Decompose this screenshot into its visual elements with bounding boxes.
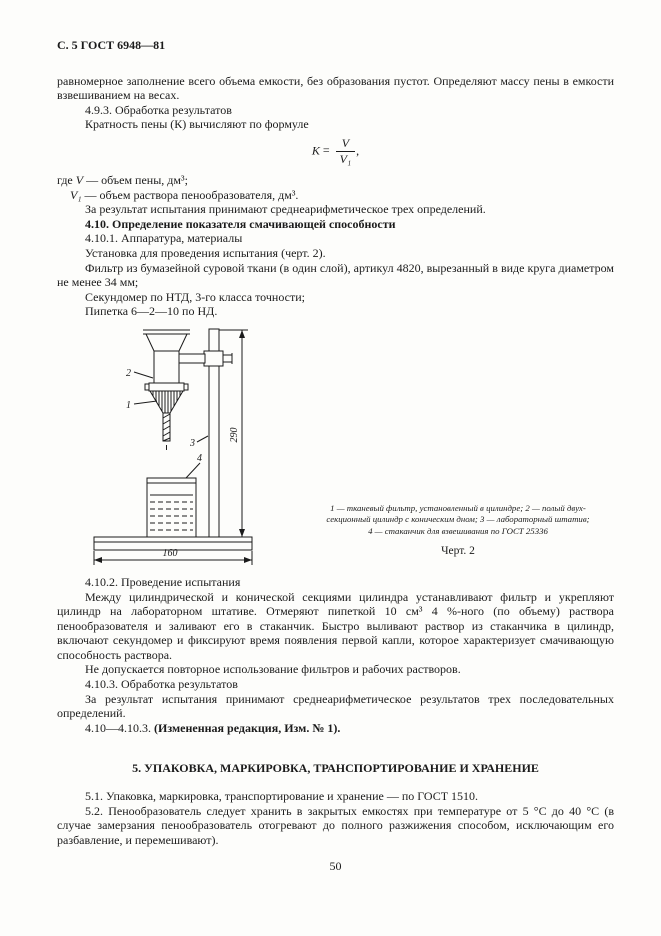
clause-5-2: 5.2. Пенообразователь следует хранить в закрытых емкостях при температуре от 5 °С до 40 °С (в случае замерзания пенообразователь отогревают до полного разжижения способом, исключающим его разбавление, и перемешивают). — [57, 803, 614, 847]
amendment-note: (Измененная редакция, Изм. № 1). — [154, 720, 341, 735]
formula-lhs: K — [311, 143, 320, 158]
formula-numerator: V — [336, 137, 356, 152]
paragraph-continuation: равномерное заполнение всего объема емкости, без образования пустот. Определяют массу пены в емкости взвешиванием на весах. — [57, 73, 614, 103]
weighing-beaker — [147, 478, 196, 537]
v1-description: — объем раствора пенообразователя, дм³. — [81, 187, 299, 202]
clamp-arm — [178, 354, 205, 363]
clause-4-10-1: 4.10.1. Аппаратура, материалы — [85, 231, 243, 246]
procedure-paragraph: Между цилиндрической и конической секциями цилиндра устанавливают фильтр и укрепляют цилиндр на лабораторном штативе. Отмеряют пипеткой 10 см³ 4 %-ного (по объему) раствора пенообразователя и заливают его в стаканчик. Быстро выливают раствор из стаканчика в цилиндр, включают секундомер и фиксируют время появления первой капли, которое характеризует смачивающую способность раствора. — [57, 589, 614, 662]
dim-160-arrow-left — [94, 557, 102, 563]
leader-line-1 — [134, 401, 157, 404]
part-label-3: 3 — [190, 437, 195, 449]
part-label-4: 4 — [197, 452, 202, 464]
pipette-line: Пипетка 6—2—10 по НД. — [85, 304, 218, 319]
result-average-line: За результат испытания принимают среднеарифметическое трех определений. — [85, 202, 486, 217]
conical-bottom — [150, 391, 183, 413]
stopwatch-line: Секундомер по НТД, 3-го класса точности; — [85, 289, 305, 304]
part-label-2: 2 — [126, 367, 131, 379]
cup-side-right — [179, 334, 187, 351]
no-reuse-line: Не допускается повторное использование фильтров и рабочих растворов. — [85, 662, 461, 677]
cup-side-left — [146, 334, 154, 351]
leader-line-4 — [186, 463, 200, 478]
figure-2 — [57, 323, 614, 575]
formula-fraction — [336, 137, 356, 166]
dim-160-label: 160 — [162, 547, 178, 559]
v1-line — [57, 188, 614, 203]
cylinder-body — [154, 351, 179, 383]
page-number: 50 — [329, 859, 342, 874]
part-label-1: 1 — [126, 399, 131, 411]
result-average-line-2: За результат испытания принимают среднеарифметическое результатов трех последовательных определений. — [57, 691, 614, 721]
caption-line-2: секционный цилиндр с коническим дном; 3 — лабораторный штатив; — [326, 514, 590, 525]
formula-equals: = — [322, 143, 330, 158]
junction-flange — [149, 383, 184, 391]
dim-290-arrow-bottom — [239, 529, 245, 537]
dim-160-arrow-right — [244, 557, 252, 563]
foam-ratio-formula — [57, 137, 614, 166]
section-5-heading: 5. УПАКОВКА, МАРКИРОВКА, ТРАНСПОРТИРОВАНИЕ И ХРАНЕНИЕ — [132, 761, 539, 776]
flange-bolt-left — [145, 384, 149, 390]
figure-caption — [282, 503, 634, 557]
clause-4-10-heading: 4.10. Определение показателя смачивающей способности — [85, 216, 396, 231]
flange-bolt-right — [184, 384, 188, 390]
caption-line-3: 4 — стаканчик для взвешивания по ГОСТ 25336 — [368, 525, 548, 536]
setup-line: Установка для проведения испытания (черт. 2). — [85, 245, 326, 260]
clause-4-9-3-heading: 4.9.3. Обработка результатов — [85, 102, 232, 117]
where-variable: V — [75, 172, 84, 187]
where-description: — объем пены, дм³; — [83, 172, 188, 187]
amendment-line — [57, 721, 614, 736]
formula-denominator: V₁ — [339, 151, 352, 166]
where-word: где — [57, 172, 76, 187]
clamp-boss — [204, 351, 223, 366]
dim-290-label: 290 — [229, 427, 240, 443]
test-stand-drawing — [90, 323, 255, 568]
clause-4-10-2: 4.10.2. Проведение испытания — [85, 574, 241, 589]
clause-4-10-3: 4.10.3. Обработка результатов — [85, 677, 238, 692]
dim-290-arrow-top — [239, 330, 245, 338]
caption-line-1: 1 — тканевый фильтр, установленный в цилиндре; 2 — полый двух- — [330, 502, 586, 513]
filter-line: Фильтр из бумазейной суровой ткани (в один слой), артикул 4820, вырезанный в виде круга диаметром не менее 34 мм; — [57, 260, 614, 290]
figure-title: Черт. 2 — [441, 544, 475, 557]
v1-variable: V₁ — [70, 187, 82, 202]
leader-line-2 — [134, 372, 153, 378]
formula-intro: Кратность пены (К) вычисляют по формуле — [85, 117, 309, 132]
where-line — [57, 173, 614, 188]
leader-line-3 — [197, 436, 208, 442]
clause-5-1: 5.1. Упаковка, маркировка, транспортирование и хранение — по ГОСТ 1510. — [85, 789, 479, 804]
formula-comma: , — [356, 143, 360, 158]
page-header: С. 5 ГОСТ 6948—81 — [57, 38, 166, 52]
amendment-prefix: 4.10—4.10.3. — [85, 720, 154, 735]
